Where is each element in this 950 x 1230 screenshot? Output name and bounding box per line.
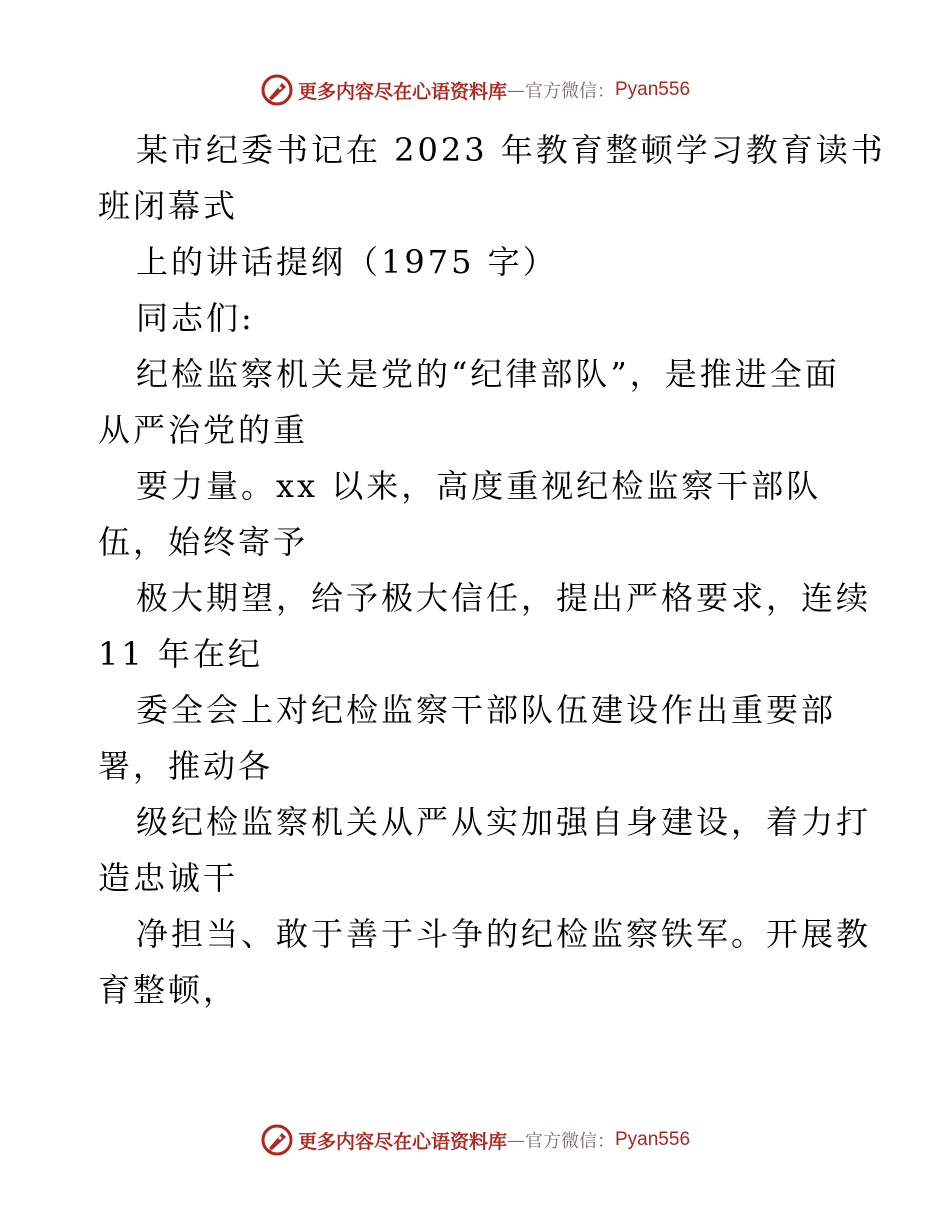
text-line: 11 年在纪 bbox=[98, 635, 263, 673]
footer-watermark bbox=[0, 1120, 950, 1160]
watermark-brand-text: 更多内容尽在心语资料库 bbox=[297, 1130, 507, 1153]
text-line: 级纪检监察机关从严从实加强自身建设，着力打 bbox=[136, 803, 872, 841]
text-line: 同志们: bbox=[136, 299, 255, 337]
text-line: 极大期望，给予极大信任，提出严格要求，连续 bbox=[136, 579, 872, 617]
text-line: 伍，始终寄予 bbox=[98, 523, 309, 561]
text-line: 要力量。xx 以来，高度重视纪检监察干部队 bbox=[136, 467, 822, 505]
watermark-wechat-id: Pyan556 bbox=[615, 1129, 691, 1150]
text-line: 署，推动各 bbox=[98, 747, 274, 785]
pen-nib-logo-icon bbox=[260, 1123, 294, 1157]
watermark-wechat-label: 官方微信： bbox=[525, 81, 615, 102]
watermark-wechat-label: 官方微信： bbox=[525, 1131, 615, 1152]
watermark-wechat-id: Pyan556 bbox=[615, 79, 691, 100]
watermark-separator: — bbox=[507, 1129, 525, 1151]
text-line: 纪检监察机关是党的“纪律部队”，是推进全面 bbox=[136, 355, 840, 393]
header-watermark bbox=[0, 70, 950, 110]
text-line: 造忠诚干 bbox=[98, 859, 239, 897]
text-line: 育整顿， bbox=[98, 971, 239, 1009]
watermark-separator: — bbox=[507, 79, 525, 101]
text-line: 从严治党的重 bbox=[98, 411, 309, 449]
text-line: 委全会上对纪检监察干部队伍建设作出重要部 bbox=[136, 691, 837, 729]
text-line: 某市纪委书记在 2023 年教育整顿学习教育读书 bbox=[136, 131, 886, 169]
text-line: 净担当、敢于善于斗争的纪检监察铁军。开展教 bbox=[136, 915, 872, 953]
document-body bbox=[98, 122, 886, 1018]
pen-nib-logo-icon bbox=[260, 73, 294, 107]
text-line: 班闭幕式 bbox=[98, 187, 239, 225]
watermark-brand-text: 更多内容尽在心语资料库 bbox=[297, 80, 507, 103]
text-line: 上的讲话提纲（1975 字） bbox=[136, 243, 558, 281]
